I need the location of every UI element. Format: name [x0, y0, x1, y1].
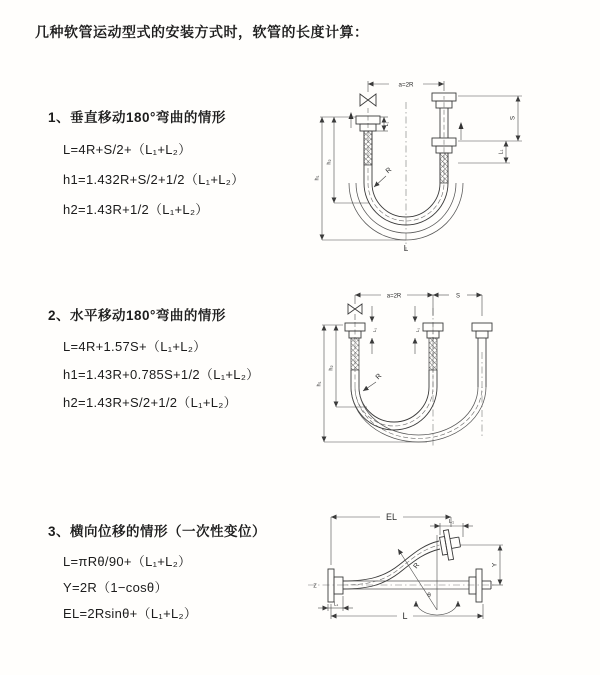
length-label: L [403, 244, 409, 253]
section-1 [48, 106, 244, 225]
dim-label-h1: h₁ [316, 381, 323, 387]
dim-label-a2r: a=2R [386, 293, 402, 300]
dim-label-el: EL [385, 512, 398, 522]
diagram-vertical-180-bend [310, 66, 580, 256]
radius-label: R [374, 372, 384, 382]
move-up-arrow [349, 112, 354, 119]
formula-line: L=πRθ/90+（L₁+L₂） [63, 554, 192, 569]
angle-label: θ [427, 592, 431, 599]
section-2-heading: 2、水平移动180°弯曲的情形 [48, 308, 226, 323]
valve-icon [360, 94, 376, 106]
dim-label-h2: h₂ [328, 365, 335, 371]
upper-flange-fitting [439, 528, 463, 561]
angle-theta-construction [398, 535, 458, 615]
dim-label-l1: L₁ [372, 327, 377, 333]
dimension-l1-left [318, 596, 353, 611]
dim-label-l1: L₁ [384, 121, 390, 127]
dim-label-a2r: a=2R [398, 81, 414, 89]
dim-label-l: L [402, 611, 408, 621]
left-flange-fitting [328, 569, 343, 602]
dim-label-h2: h₂ [326, 159, 333, 165]
axis-mark: Z [313, 583, 317, 590]
dimension-s [458, 96, 522, 141]
section-3 [48, 520, 266, 627]
dim-label-l1: L₁ [415, 327, 420, 333]
move-up-arrow [459, 122, 464, 129]
hose-u-bend-original [351, 370, 437, 430]
diagram-lateral-displacement [300, 505, 595, 645]
dimension-s [433, 294, 482, 317]
dim-label-s: S [509, 115, 517, 121]
hose-u-bend-displaced [351, 387, 486, 442]
pipe-centerline [308, 584, 495, 590]
radius-callout [374, 167, 393, 187]
formula-line: L=4R+S/2+（L₁+L₂） [63, 142, 192, 157]
dimension-h2 [327, 117, 370, 203]
dim-label-l1: L₁ [333, 601, 339, 608]
page-title: 几种软管运动型式的安装方式时，软管的长度计算： [35, 24, 369, 40]
dim-label-l1: L₁ [449, 519, 454, 525]
section-3-heading: 3、横向位移的情形（一次性变位） [48, 524, 267, 539]
formula-line: h2=1.43R+S/2+1/2（L₁+L₂） [63, 395, 237, 410]
formula-line: L=4R+1.57S+（L₁+L₂） [63, 339, 207, 354]
radius-label: R [412, 561, 422, 571]
hose-centerline [368, 96, 444, 250]
right-flange-fitting-raised [432, 93, 456, 138]
dimension-a2r [368, 81, 444, 92]
hose-s-curve [343, 541, 440, 589]
dimension-a2r [355, 294, 433, 321]
dim-label-y: Y [491, 562, 499, 568]
dimension-l-bottom [331, 601, 483, 621]
dimension-y [460, 545, 503, 585]
section-1-heading: 1、垂直移动180°弯曲的情形 [48, 110, 226, 125]
formula-line: Y=2R（1−cosθ） [63, 580, 168, 595]
radius-label: R [384, 166, 394, 176]
formula-line: h1=1.43R+0.785S+1/2（L₁+L₂） [63, 367, 260, 382]
formula-line: h2=1.43R+1/2（L₁+L₂） [63, 202, 209, 217]
dimension-l1-right [458, 141, 510, 163]
ghost-straight-pipe [343, 569, 491, 602]
formula-line: h1=1.432R+S/2+1/2（L₁+L₂） [63, 172, 245, 187]
dim-label-h1: h₁ [314, 175, 321, 181]
dim-label-s: S [455, 293, 461, 300]
dimension-h1 [315, 117, 407, 240]
dimension-l1-top [430, 519, 473, 537]
section-2 [48, 304, 259, 417]
valve-icon [348, 304, 362, 314]
left-flange-fitting [349, 112, 381, 165]
dimension-l1-a [372, 306, 377, 354]
dim-label-l1: L₁ [498, 149, 505, 155]
dimension-el [331, 512, 451, 565]
dimension-l1-b [415, 306, 420, 354]
diagram-horizontal-180-bend [312, 282, 582, 467]
formula-line: EL=2Rsinθ+（L₁+L₂） [63, 606, 198, 621]
radius-callout [363, 373, 383, 391]
